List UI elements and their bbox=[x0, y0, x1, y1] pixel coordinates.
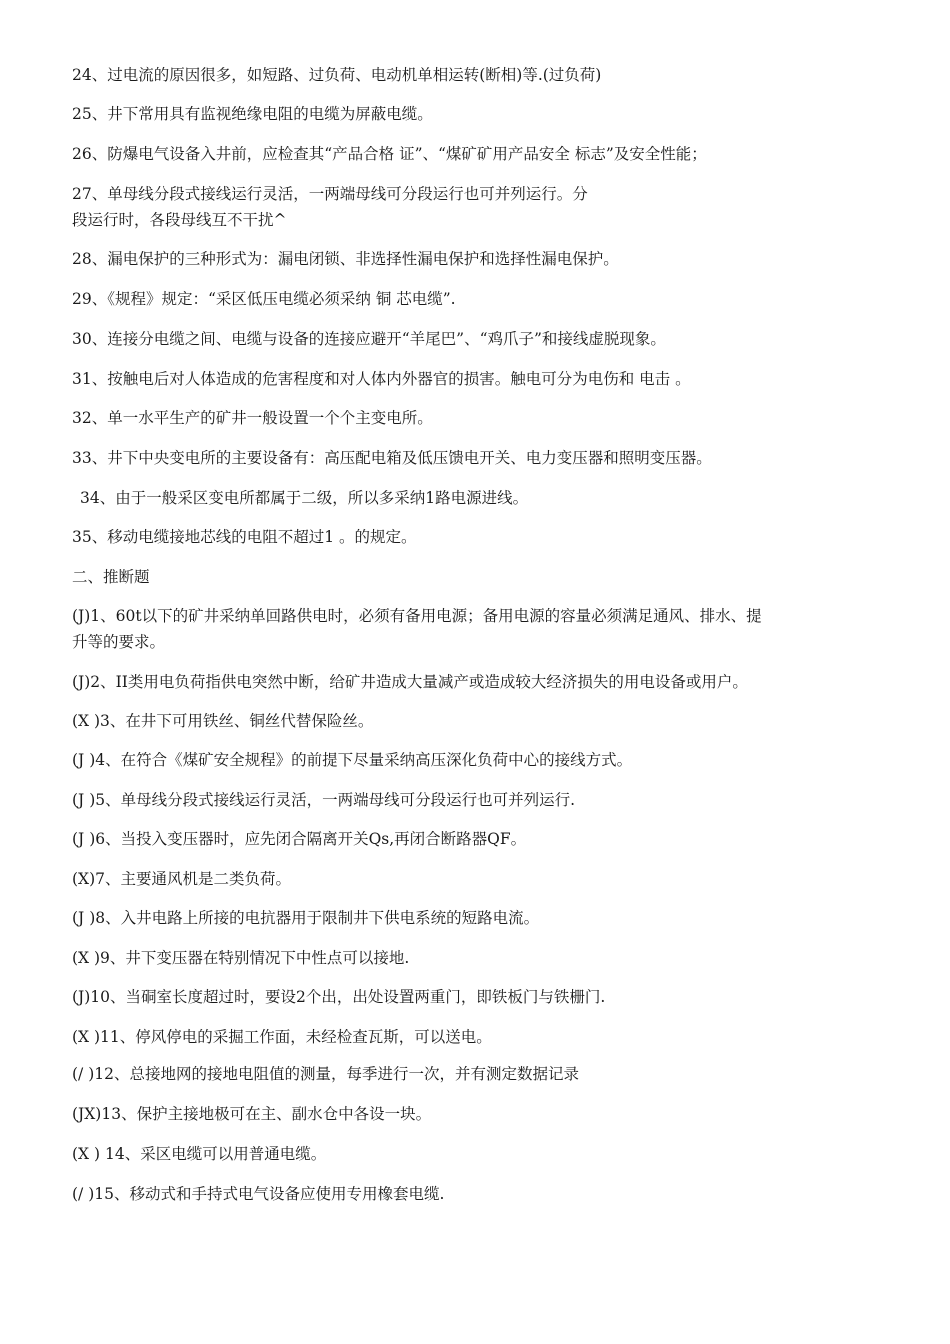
judgment-item-7: (X)7、主要通风机是二类负荷。 bbox=[72, 870, 291, 888]
fill-in-item-33: 33、井下中央变电所的主要设备有：高压配电箱及低压馈电开关、电力变压器和照明变压器。 bbox=[72, 449, 712, 467]
judgment-item-1-line1: (J)1、60t以下的矿井采纳单回路供电时，必须有备用电源；备用电源的容量必须满足通风、排水、提 bbox=[72, 607, 762, 625]
fill-in-item-26: 26、防爆电气设备入井前，应检查其“产品合格 证”、“煤矿矿用产品安全 标志”及安全性能； bbox=[72, 145, 707, 163]
fill-in-item-30: 30、连接分电缆之间、电缆与设备的连接应避开“羊尾巴”、“鸡爪子”和接线虚脱现象。 bbox=[72, 330, 666, 348]
section-title: 二、推断题 bbox=[72, 568, 150, 586]
fill-in-item-29: 29、《规程》规定：“采区低压电缆必须采纳 铜 芯电缆”. bbox=[72, 290, 456, 308]
fill-in-item-24: 24、过电流的原因很多，如短路、过负荷、电动机单相运转(断相)等.(过负荷) bbox=[72, 66, 602, 84]
judgment-item-9: (X )9、井下变压器在特别情况下中性点可以接地. bbox=[72, 949, 410, 967]
judgment-item-14: (X ) 14、采区电缆可以用普通电缆。 bbox=[72, 1145, 327, 1163]
judgment-item-6: (J )6、当投入变压器时，应先闭合隔离开关Qs,再闭合断路器QF。 bbox=[72, 830, 527, 848]
judgment-item-12: (/ )12、总接地网的接地电阻值的测量，每季进行一次，并有测定数据记录 bbox=[72, 1065, 579, 1083]
judgment-item-13: (JX)13、保护主接地极可在主、副水仓中各设一块。 bbox=[72, 1105, 432, 1123]
judgment-item-15: (/ )15、移动式和手持式电气设备应使用专用橡套电缆. bbox=[72, 1185, 445, 1203]
judgment-item-10: (J)10、当硐室长度超过时，要设2个出，出处设置两重门，即铁板门与铁栅门. bbox=[72, 988, 606, 1006]
judgment-item-11: (X )11、停风停电的采掘工作面，未经检查瓦斯，可以送电。 bbox=[72, 1028, 492, 1046]
fill-in-item-31: 31、按触电后对人体造成的危害程度和对人体内外器官的损害。触电可分为电伤和 电击 。 bbox=[72, 370, 691, 388]
fill-in-item-25: 25、井下常用具有监视绝缘电阻的电缆为屏蔽电缆。 bbox=[72, 105, 433, 123]
fill-in-item-35: 35、移动电缆接地芯线的电阻不超过1 。的规定。 bbox=[72, 528, 417, 546]
judgment-item-3: (X )3、在井下可用铁丝、铜丝代替保险丝。 bbox=[72, 712, 374, 730]
fill-in-item-32: 32、单一水平生产的矿井一般设置一个个主变电所。 bbox=[72, 409, 433, 427]
judgment-item-2: (J)2、II类用电负荷指供电突然中断，给矿井造成大量减产或造成较大经济损失的用电设备或用户。 bbox=[72, 673, 748, 691]
fill-in-item-28: 28、漏电保护的三种形式为：漏电闭锁、非选择性漏电保护和选择性漏电保护。 bbox=[72, 250, 619, 268]
fill-in-item-34: 34、由于一般采区变电所都属于二级，所以多采纳1路电源进线。 bbox=[80, 489, 529, 507]
judgment-item-5: (J )5、单母线分段式接线运行灵活，一两端母线可分段运行也可并列运行. bbox=[72, 791, 576, 809]
judgment-item-1-line2: 升等的要求。 bbox=[72, 633, 166, 651]
judgment-item-4: (J )4、在符合《煤矿安全规程》的前提下尽量采纳高压深化负荷中心的接线方式。 bbox=[72, 751, 633, 769]
fill-in-item-27-line1: 27、单母线分段式接线运行灵活，一两端母线可分段运行也可并列运行。分 bbox=[72, 185, 588, 203]
fill-in-item-27-line2: 段运行时，各段母线互不干扰^ bbox=[72, 211, 287, 229]
judgment-item-8: (J )8、入井电路上所接的电抗器用于限制井下供电系统的短路电流。 bbox=[72, 909, 540, 927]
